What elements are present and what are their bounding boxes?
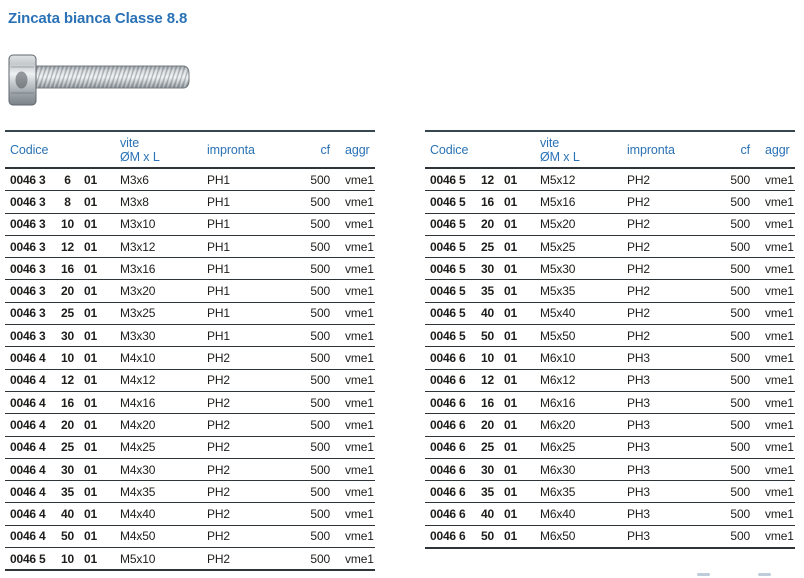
cell-aggr: vme1 [345, 239, 374, 254]
cell-codice: 0046 4 25 01 [10, 440, 97, 455]
cell-vite: M6x40 [540, 507, 576, 522]
cell-cf: 500 [730, 417, 750, 432]
cell-codice: 0046 4 30 01 [10, 462, 97, 477]
cell-cf: 500 [310, 172, 330, 187]
cell-codice: 0046 3 6 01 [10, 172, 97, 187]
cell-cf: 500 [310, 239, 330, 254]
cell-codice: 0046 5 50 01 [430, 328, 517, 343]
cell-cf: 500 [730, 529, 750, 544]
cell-aggr: vme1 [345, 373, 374, 388]
cell-vite: M5x30 [540, 261, 576, 276]
cell-codice: 0046 4 50 01 [10, 529, 97, 544]
cell-cf: 500 [310, 328, 330, 343]
cell-codice: 0046 3 25 01 [10, 306, 97, 321]
column-header-codice: Codice [430, 142, 469, 157]
table-row [5, 347, 375, 369]
table-row [425, 169, 795, 191]
cell-codice: 0046 6 25 01 [430, 440, 517, 455]
cell-aggr: vme1 [345, 284, 374, 299]
cell-vite: M5x50 [540, 328, 576, 343]
cell-vite: M5x35 [540, 284, 576, 299]
cell-codice: 0046 5 20 01 [430, 217, 517, 232]
cell-impronta: PH1 [207, 306, 230, 321]
cell-impronta: PH3 [627, 462, 650, 477]
cell-aggr: vme1 [765, 239, 794, 254]
table-row [425, 191, 795, 213]
cell-cf: 500 [310, 529, 330, 544]
column-header-vite [540, 136, 627, 164]
cell-vite: M4x12 [120, 373, 156, 388]
cell-vite: M3x6 [120, 172, 149, 187]
cell-codice: 0046 4 16 01 [10, 395, 97, 410]
cell-cf: 500 [730, 328, 750, 343]
cell-codice: 0046 3 12 01 [10, 239, 97, 254]
cell-impronta: PH1 [207, 217, 230, 232]
cell-aggr: vme1 [765, 306, 794, 321]
table-header [5, 132, 375, 169]
cell-codice: 0046 5 25 01 [430, 239, 517, 254]
table-row [425, 392, 795, 414]
cell-aggr: vme1 [345, 440, 374, 455]
table-row [425, 325, 795, 347]
cell-cf: 500 [310, 395, 330, 410]
cell-aggr: vme1 [345, 351, 374, 366]
cell-cf: 500 [310, 484, 330, 499]
cell-codice: 0046 4 40 01 [10, 507, 97, 522]
cell-cf: 500 [730, 462, 750, 477]
table-row [425, 437, 795, 459]
cropped-text-artifact [758, 573, 771, 576]
cell-vite: M3x10 [120, 217, 156, 232]
table-row [425, 370, 795, 392]
cell-aggr: vme1 [765, 440, 794, 455]
hex-head-screw-photo [8, 52, 194, 108]
cell-impronta: PH3 [627, 440, 650, 455]
cell-aggr: vme1 [765, 373, 794, 388]
cell-aggr: vme1 [345, 529, 374, 544]
cell-impronta: PH2 [627, 306, 650, 321]
cell-vite: M6x30 [540, 462, 576, 477]
cell-aggr: vme1 [345, 194, 374, 209]
table-row [425, 258, 795, 280]
cell-impronta: PH1 [207, 239, 230, 254]
column-header-aggr: aggr [345, 142, 370, 157]
cell-codice: 0046 4 12 01 [10, 373, 97, 388]
cell-vite: M5x10 [120, 551, 156, 566]
cell-vite: M3x20 [120, 284, 156, 299]
cell-vite: M4x35 [120, 484, 156, 499]
cell-aggr: vme1 [345, 217, 374, 232]
cell-cf: 500 [730, 172, 750, 187]
cropped-text-artifact [697, 573, 710, 576]
cell-vite: M4x40 [120, 507, 156, 522]
cell-vite: M5x25 [540, 239, 576, 254]
table-row [5, 191, 375, 213]
cell-cf: 500 [730, 306, 750, 321]
cell-impronta: PH3 [627, 484, 650, 499]
table-row [425, 347, 795, 369]
cell-vite: M5x20 [540, 217, 576, 232]
cell-aggr: vme1 [765, 194, 794, 209]
cell-cf: 500 [310, 417, 330, 432]
table-body [425, 169, 795, 549]
table-row [5, 214, 375, 236]
table-row [5, 303, 375, 325]
cell-codice: 0046 6 20 01 [430, 417, 517, 432]
cell-vite: M6x10 [540, 351, 576, 366]
cell-cf: 500 [310, 284, 330, 299]
cell-impronta: PH2 [627, 172, 650, 187]
cell-aggr: vme1 [765, 417, 794, 432]
cell-cf: 500 [310, 306, 330, 321]
cell-cf: 500 [310, 462, 330, 477]
cell-codice: 0046 5 40 01 [430, 306, 517, 321]
cell-aggr: vme1 [345, 462, 374, 477]
cell-codice: 0046 6 50 01 [430, 529, 517, 544]
cell-vite: M6x35 [540, 484, 576, 499]
cell-impronta: PH1 [207, 328, 230, 343]
cell-aggr: vme1 [345, 484, 374, 499]
column-header-aggr: aggr [765, 142, 790, 157]
cell-vite: M3x8 [120, 194, 149, 209]
cell-impronta: PH2 [627, 239, 650, 254]
cell-impronta: PH3 [627, 395, 650, 410]
cell-codice: 0046 3 30 01 [10, 328, 97, 343]
cell-codice: 0046 4 35 01 [10, 484, 97, 499]
cell-vite: M6x20 [540, 417, 576, 432]
cell-impronta: PH2 [207, 507, 230, 522]
column-header-vite-line2: ØM x L [540, 149, 580, 164]
cell-aggr: vme1 [765, 484, 794, 499]
cell-codice: 0046 6 30 01 [430, 462, 517, 477]
cell-vite: M6x12 [540, 373, 576, 388]
cell-aggr: vme1 [765, 328, 794, 343]
cell-impronta: PH2 [207, 373, 230, 388]
cell-impronta: PH1 [207, 261, 230, 276]
cell-cf: 500 [730, 373, 750, 388]
cell-codice: 0046 4 10 01 [10, 351, 97, 366]
table-row [425, 414, 795, 436]
table-row [425, 526, 795, 548]
cell-vite: M6x50 [540, 529, 576, 544]
cell-cf: 500 [730, 395, 750, 410]
cell-codice: 0046 5 10 01 [10, 551, 97, 566]
cell-vite: M5x40 [540, 306, 576, 321]
cell-aggr: vme1 [765, 217, 794, 232]
cell-codice: 0046 6 40 01 [430, 507, 517, 522]
column-header-impronta: impronta [207, 142, 255, 157]
cell-cf: 500 [730, 440, 750, 455]
table-row [5, 370, 375, 392]
cell-impronta: PH2 [627, 217, 650, 232]
cell-aggr: vme1 [345, 395, 374, 410]
cell-impronta: PH2 [627, 328, 650, 343]
cell-impronta: PH3 [627, 507, 650, 522]
cell-aggr: vme1 [345, 172, 374, 187]
cell-impronta: PH1 [207, 172, 230, 187]
cell-vite: M3x16 [120, 261, 156, 276]
cell-cf: 500 [730, 507, 750, 522]
cell-cf: 500 [310, 507, 330, 522]
cell-vite: M6x25 [540, 440, 576, 455]
table-row [5, 459, 375, 481]
cell-cf: 500 [730, 284, 750, 299]
cell-aggr: vme1 [765, 462, 794, 477]
cell-aggr: vme1 [765, 507, 794, 522]
cell-impronta: PH2 [207, 484, 230, 499]
cell-codice: 0046 6 10 01 [430, 351, 517, 366]
cell-vite: M5x12 [540, 172, 576, 187]
cell-aggr: vme1 [345, 551, 374, 566]
cell-codice: 0046 6 16 01 [430, 395, 517, 410]
cell-aggr: vme1 [345, 507, 374, 522]
cell-codice: 0046 3 8 01 [10, 194, 97, 209]
table-body [5, 169, 375, 571]
column-header-vite [120, 136, 207, 164]
table-row [5, 414, 375, 436]
table-row [5, 548, 375, 570]
cell-impronta: PH2 [207, 440, 230, 455]
cell-vite: M6x16 [540, 395, 576, 410]
cell-aggr: vme1 [345, 261, 374, 276]
cell-vite: M5x16 [540, 194, 576, 209]
column-header-vite-line2: ØM x L [120, 149, 160, 164]
cell-aggr: vme1 [765, 529, 794, 544]
table-row [5, 236, 375, 258]
cell-vite: M3x30 [120, 328, 156, 343]
cell-vite: M3x12 [120, 239, 156, 254]
cell-impronta: PH2 [627, 261, 650, 276]
table-row [425, 214, 795, 236]
cell-codice: 0046 5 16 01 [430, 194, 517, 209]
cell-cf: 500 [730, 239, 750, 254]
cell-codice: 0046 3 20 01 [10, 284, 97, 299]
cell-impronta: PH3 [627, 351, 650, 366]
table-row [5, 437, 375, 459]
cell-codice: 0046 4 20 01 [10, 417, 97, 432]
cell-impronta: PH3 [627, 529, 650, 544]
cell-vite: M4x30 [120, 462, 156, 477]
cell-cf: 500 [310, 217, 330, 232]
column-header-cf: cf [740, 142, 750, 157]
cell-codice: 0046 3 16 01 [10, 261, 97, 276]
cell-vite: M4x20 [120, 417, 156, 432]
cell-impronta: PH2 [627, 284, 650, 299]
page-title: Zincata bianca Classe 8.8 [8, 10, 188, 27]
column-header-cf: cf [320, 142, 330, 157]
table-row [425, 303, 795, 325]
cell-aggr: vme1 [765, 351, 794, 366]
table-row [5, 526, 375, 548]
column-header-vite-line1: vite [540, 135, 560, 150]
cell-cf: 500 [730, 261, 750, 276]
cell-aggr: vme1 [345, 417, 374, 432]
cell-impronta: PH1 [207, 194, 230, 209]
cell-vite: M4x10 [120, 351, 156, 366]
table-row [5, 280, 375, 302]
catalog-table-left [5, 130, 375, 571]
table-row [425, 280, 795, 302]
cell-cf: 500 [730, 351, 750, 366]
product-photo [8, 52, 194, 108]
cell-codice: 0046 5 35 01 [430, 284, 517, 299]
cell-vite: M4x50 [120, 529, 156, 544]
column-header-codice: Codice [10, 142, 49, 157]
catalog-table-right [425, 130, 795, 549]
cell-vite: M4x25 [120, 440, 156, 455]
cell-codice: 0046 5 12 01 [430, 172, 517, 187]
cell-cf: 500 [310, 440, 330, 455]
cell-cf: 500 [310, 194, 330, 209]
table-row [425, 236, 795, 258]
cell-impronta: PH2 [207, 551, 230, 566]
table-row [5, 481, 375, 503]
cell-cf: 500 [730, 484, 750, 499]
cell-aggr: vme1 [765, 261, 794, 276]
table-row [425, 481, 795, 503]
column-header-vite-line1: vite [120, 135, 140, 150]
cell-impronta: PH3 [627, 373, 650, 388]
cell-cf: 500 [310, 351, 330, 366]
cell-cf: 500 [730, 217, 750, 232]
cell-cf: 500 [310, 373, 330, 388]
cell-impronta: PH3 [627, 417, 650, 432]
table-row [425, 459, 795, 481]
cell-aggr: vme1 [345, 306, 374, 321]
cell-aggr: vme1 [765, 172, 794, 187]
cell-impronta: PH2 [207, 351, 230, 366]
cell-impronta: PH2 [207, 462, 230, 477]
column-header-impronta: impronta [627, 142, 675, 157]
cell-impronta: PH2 [207, 395, 230, 410]
cell-cf: 500 [310, 261, 330, 276]
cell-aggr: vme1 [345, 328, 374, 343]
cell-vite: M4x16 [120, 395, 156, 410]
table-row [5, 503, 375, 525]
cell-impronta: PH2 [207, 529, 230, 544]
table-header [425, 132, 795, 169]
cell-codice: 0046 6 35 01 [430, 484, 517, 499]
cell-codice: 0046 6 12 01 [430, 373, 517, 388]
cell-aggr: vme1 [765, 284, 794, 299]
cell-aggr: vme1 [765, 395, 794, 410]
table-row [425, 503, 795, 525]
table-row [5, 169, 375, 191]
cell-cf: 500 [730, 194, 750, 209]
table-row [5, 325, 375, 347]
table-row [5, 392, 375, 414]
cell-impronta: PH2 [627, 194, 650, 209]
cell-codice: 0046 5 30 01 [430, 261, 517, 276]
cell-impronta: PH2 [207, 417, 230, 432]
cell-cf: 500 [310, 551, 330, 566]
table-row [5, 258, 375, 280]
cell-codice: 0046 3 10 01 [10, 217, 97, 232]
cell-vite: M3x25 [120, 306, 156, 321]
cell-impronta: PH1 [207, 284, 230, 299]
